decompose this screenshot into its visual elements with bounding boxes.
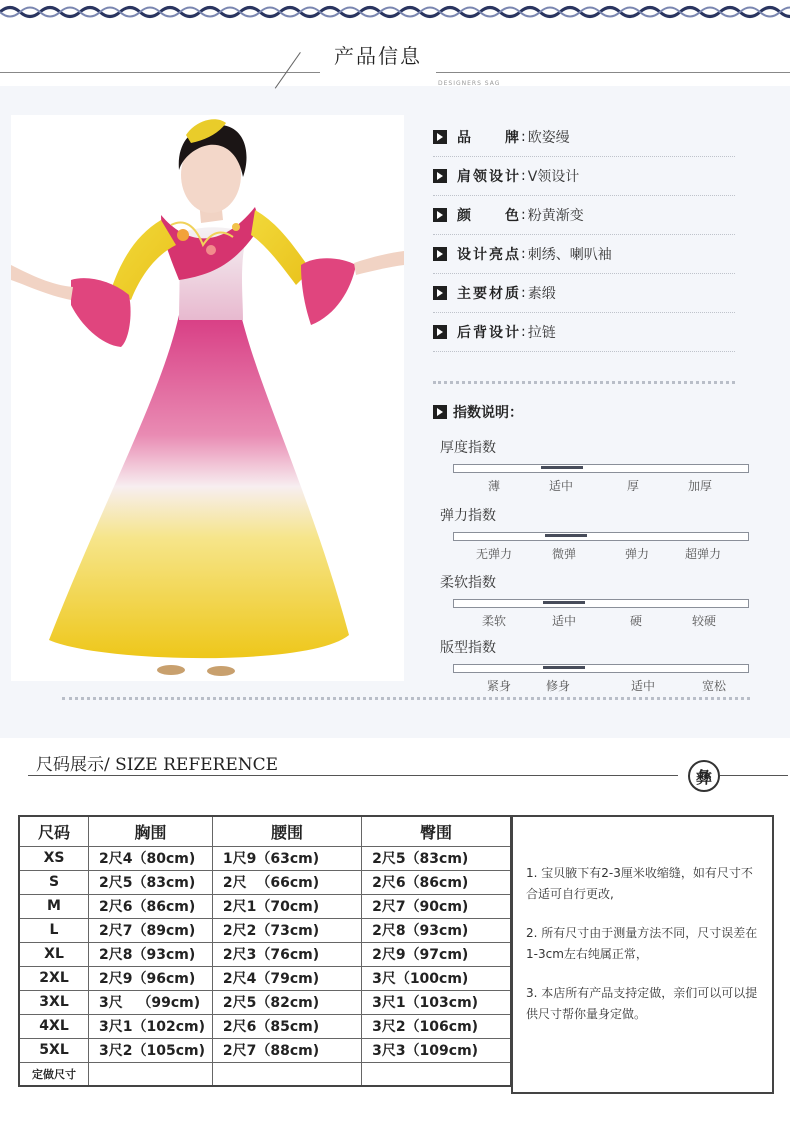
meter-marker: [541, 466, 583, 469]
size-section-title: 尺码展示/ SIZE REFERENCE: [36, 755, 279, 775]
info-key: 设计亮点: [457, 247, 519, 263]
product-info-header: [0, 24, 790, 86]
meter-label: 宽松: [701, 679, 727, 693]
table-cell: 3尺（100cm): [362, 966, 511, 990]
info-row-back: [433, 313, 735, 352]
info-colon: :: [521, 246, 526, 262]
meter-marker: [543, 666, 585, 669]
info-colon: :: [521, 207, 526, 223]
table-cell: XS: [19, 846, 89, 870]
meter-bar: [453, 464, 749, 473]
table-header-cell: 胸围: [89, 816, 213, 846]
meter-label: 无弹力: [475, 547, 513, 561]
meter-label: 硬: [629, 614, 643, 628]
brand-seal-icon: 彝: [688, 760, 720, 792]
info-value: 拉链: [527, 325, 556, 341]
meter-label: 紧身: [486, 679, 512, 693]
note-item: 3. 本店所有产品支持定做，亲们可以可以提供尺寸帮你量身定做。: [526, 986, 758, 1021]
table-cell: 3尺1（102cm): [89, 1014, 213, 1038]
table-cell: [212, 1062, 361, 1086]
meter-softness: [440, 572, 750, 628]
table-cell: S: [19, 870, 89, 894]
info-value: 欧姿缦: [527, 130, 570, 146]
info-key: 品 牌: [457, 130, 519, 146]
top-rope-decoration: [0, 0, 790, 24]
table-cell: 5XL: [19, 1038, 89, 1062]
table-row-custom: [19, 1062, 511, 1086]
table-cell: 3XL: [19, 990, 89, 1014]
table-cell: 2尺2（73cm): [212, 918, 361, 942]
table-row: [19, 966, 511, 990]
table-cell: 2尺8（93cm): [89, 942, 213, 966]
meter-label: 柔软: [481, 614, 507, 628]
meter-label: 适中: [551, 614, 577, 628]
table-cell: 2尺7（89cm): [89, 918, 213, 942]
table-row: [19, 990, 511, 1014]
size-rule-right: [720, 775, 788, 776]
meter-label: 加厚: [687, 479, 713, 493]
meter-label: 修身: [545, 679, 571, 693]
meter-label: 微弹: [551, 547, 577, 561]
table-cell: 定做尺寸: [19, 1062, 89, 1086]
table-cell: 4XL: [19, 1014, 89, 1038]
info-value: 刺绣、喇叭袖: [527, 247, 612, 263]
meter-fit: [440, 637, 750, 693]
meter-label: 适中: [548, 479, 574, 493]
index-title-text: 指数说明：: [453, 405, 523, 421]
arrow-right-icon: [433, 405, 447, 419]
table-row: [19, 846, 511, 870]
meter-label: 较硬: [691, 614, 717, 628]
info-key: 后背设计: [457, 325, 519, 341]
table-cell: 2XL: [19, 966, 89, 990]
table-row: [19, 1014, 511, 1038]
meter-labels: [453, 677, 749, 693]
dotted-divider: [62, 697, 750, 700]
table-cell: 2尺4（79cm): [212, 966, 361, 990]
info-key: 肩领设计: [457, 169, 519, 185]
table-cell: 2尺7（90cm): [362, 894, 511, 918]
table-cell: 2尺4（80cm): [89, 846, 213, 870]
table-cell: [362, 1062, 511, 1086]
info-value: 素缎: [527, 286, 556, 302]
meter-labels: [453, 612, 749, 628]
table-cell: 2尺9（97cm): [362, 942, 511, 966]
meter-label: 超弹力: [684, 547, 722, 561]
product-info-list: [433, 118, 735, 352]
info-value: V领设计: [527, 169, 580, 185]
meter-label: 适中: [630, 679, 656, 693]
table-cell: 1尺9（63cm): [212, 846, 361, 870]
section-subtitle: DESIGNERS SAG: [438, 80, 501, 87]
table-cell: M: [19, 894, 89, 918]
table-row: [19, 1038, 511, 1062]
index-title: [433, 402, 523, 422]
info-colon: :: [521, 324, 526, 340]
meter-name: 柔软指数: [440, 575, 496, 591]
header-rule-right: [436, 72, 790, 73]
arrow-right-icon: [433, 325, 447, 339]
table-row: [19, 918, 511, 942]
header-slash: [275, 52, 301, 89]
note-item: 2. 所有尺寸由于测量方法不同，尺寸误差在1-3cm左右纯属正常，: [526, 926, 758, 961]
section-title: 产品信息: [334, 44, 422, 68]
size-rule-left: [28, 775, 678, 776]
meter-name: 版型指数: [440, 640, 496, 656]
meter-thickness: [440, 437, 750, 493]
header-rule-left: [0, 72, 320, 73]
info-colon: :: [521, 129, 526, 145]
table-cell: 3尺2（105cm): [89, 1038, 213, 1062]
arrow-right-icon: [433, 130, 447, 144]
table-row: [19, 870, 511, 894]
arrow-right-icon: [433, 247, 447, 261]
table-cell: 2尺1（70cm): [212, 894, 361, 918]
table-cell: 2尺8（93cm): [362, 918, 511, 942]
table-cell: 2尺6（86cm): [362, 870, 511, 894]
product-photo: [11, 115, 404, 681]
table-cell: 2尺 （66cm): [212, 870, 361, 894]
meter-bar: [453, 532, 749, 541]
meter-labels: [453, 545, 749, 561]
table-cell: 3尺2（106cm): [362, 1014, 511, 1038]
table-cell: 3尺1（103cm): [362, 990, 511, 1014]
table-cell: [89, 1062, 213, 1086]
table-cell: 2尺3（76cm): [212, 942, 361, 966]
table-cell: 2尺7（88cm): [212, 1038, 361, 1062]
meter-bar: [453, 599, 749, 608]
dotted-divider: [433, 381, 735, 384]
info-row-material: [433, 274, 735, 313]
meter-label: 薄: [487, 479, 501, 493]
table-cell: 3尺3（109cm): [362, 1038, 511, 1062]
table-header-cell: 臀围: [362, 816, 511, 846]
meter-label: 厚: [626, 479, 640, 493]
meter-elasticity: [440, 505, 750, 561]
info-colon: :: [521, 285, 526, 301]
note-item: 1. 宝贝腋下有2-3厘米收缩缝，如有尺寸不合适可自行更改,: [526, 866, 753, 901]
table-cell: 3尺 （99cm): [89, 990, 213, 1014]
arrow-right-icon: [433, 169, 447, 183]
info-row-highlight: [433, 235, 735, 274]
table-header-cell: 腰围: [212, 816, 361, 846]
table-cell: 2尺9（96cm): [89, 966, 213, 990]
table-cell: 2尺5（82cm): [212, 990, 361, 1014]
table-cell: L: [19, 918, 89, 942]
arrow-right-icon: [433, 208, 447, 222]
table-cell: 2尺6（86cm): [89, 894, 213, 918]
meter-marker: [543, 601, 585, 604]
info-row-brand: [433, 118, 735, 157]
info-value: 粉黄渐变: [527, 208, 584, 224]
meter-bar: [453, 664, 749, 673]
info-row-color: [433, 196, 735, 235]
table-header-cell: 尺码: [19, 816, 89, 846]
size-table: [18, 815, 512, 1087]
info-row-collar: [433, 157, 735, 196]
info-colon: :: [521, 168, 526, 184]
meter-labels: [453, 477, 749, 493]
table-cell: 2尺6（85cm): [212, 1014, 361, 1038]
info-key: 主要材质: [457, 286, 519, 302]
meter-name: 弹力指数: [440, 508, 496, 524]
meter-name: 厚度指数: [440, 440, 496, 456]
meter-label: 弹力: [624, 547, 650, 561]
size-notes: [511, 815, 774, 1094]
table-cell: 2尺5（83cm): [89, 870, 213, 894]
table-header-row: [19, 816, 511, 846]
info-key: 颜 色: [457, 208, 519, 224]
table-row: [19, 894, 511, 918]
table-row: [19, 942, 511, 966]
table-cell: XL: [19, 942, 89, 966]
meter-marker: [545, 534, 587, 537]
table-cell: 2尺5（83cm): [362, 846, 511, 870]
arrow-right-icon: [433, 286, 447, 300]
